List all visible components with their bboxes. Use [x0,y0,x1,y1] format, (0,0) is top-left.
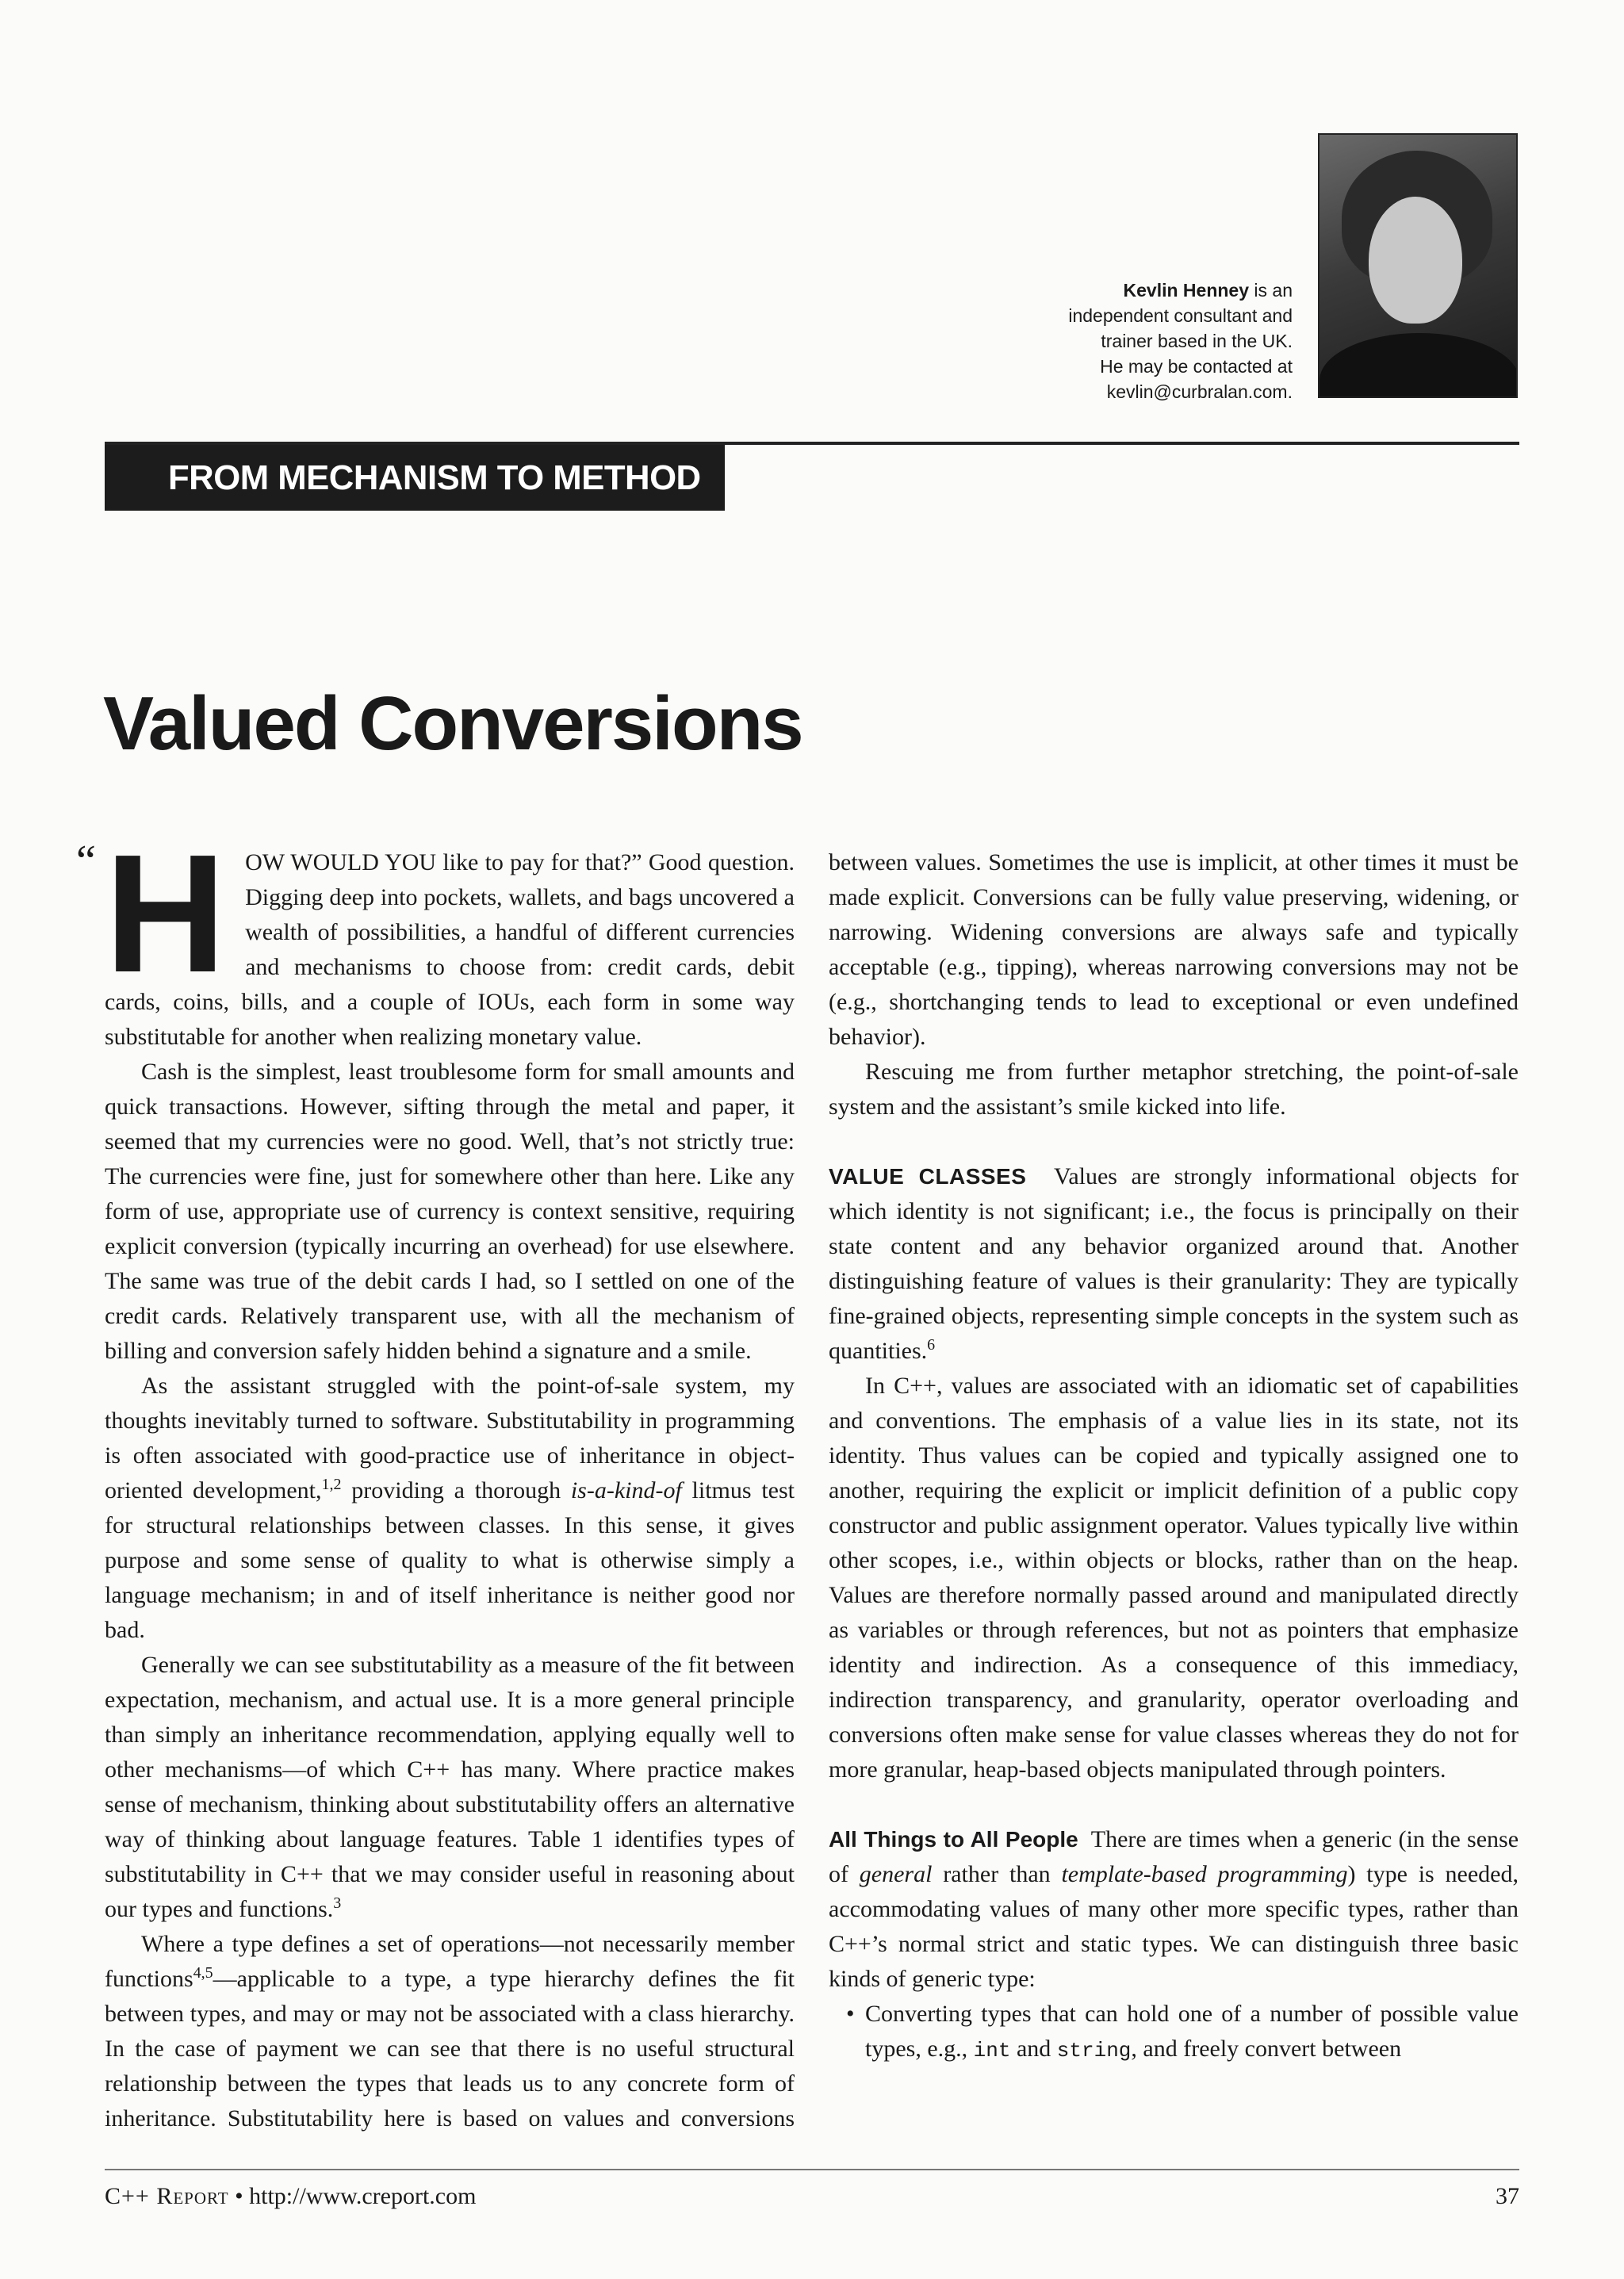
right-column [829,845,1519,2068]
author-bio [959,278,1293,404]
code-token: int [973,2039,1011,2063]
author-email[interactable]: kevlin@curbralan.com. [1106,381,1293,402]
section-value-classes [829,1159,1519,1369]
open-quote: “ [76,837,96,886]
paragraph-continuation [829,845,1519,1055]
section-heading: VALUE CLASSES [829,1164,1027,1189]
bio-line: is an [1254,280,1293,301]
paragraph-text: Values are strongly informational objects for which identity is not significant; i.e., the focus is principally on their state content and any behavior organized around that. Another distinguishing feature of values is their granularity: They are typically fine-grained objects, representing simple concepts in the system such as quantities. [829,1163,1519,1364]
footnote-ref: 6 [927,1336,936,1354]
paragraph-text: ) type is needed, accommodating values of many other more specific types, rather than C++’s normal strict and static types. We can distinguish three basic kinds of generic type: [829,1861,1519,1992]
footer-url[interactable]: http://www.creport.com [249,2183,477,2209]
emphasis: is-a-kind-of [570,1477,682,1503]
bio-line: He may be contacted at [1100,356,1293,377]
paragraph-text: rather than [932,1861,1062,1887]
paragraph [105,1648,795,1927]
author-name: Kevlin Henney [1123,280,1250,301]
footer-brand: C++ Report [105,2183,229,2209]
emphasis: general [859,1861,933,1887]
footer-left [105,2179,476,2214]
code-token: string [1056,2039,1132,2063]
footnote-ref: 4,5 [193,1964,213,1982]
footnote-ref: 1,2 [321,1476,342,1493]
paragraph-text: OW WOULD YOU like to pay for that?” Good question. Digging deep into pockets, wallets, and bags uncovered a wealth of possibilities, a handful of different currencies and mechanisms to choose from: credit cards, debit cards, coins, bills, and a couple of IOUs, each form in some way substitutable for another when realizing monetary value. [105,849,795,1050]
paragraph-text: There are times when a generic (in the sense of [829,1826,1519,1887]
bio-line: independent consultant and [1068,305,1293,326]
photo-shoulders [1320,333,1518,398]
footnote-ref: 3 [333,1894,342,1912]
paragraph: between values. Sometimes the use is implicit, at other times it must be made explicit. Conversions can be fully value preserving, widening, or narrowing. Widening conversions are always safe and typically acceptable (e.g., tipping), whereas narrowing conversions may not be (e.g., shortchanging tends to lead to exceptional or even undefined behavior). [829,849,1519,1050]
paragraph-text: As the assistant struggled with the point-of-sale system, my thoughts inevitably turned to software. Substitutability in programming is often associated with good-practice use of inheritance in object-oriented development, [105,1373,795,1503]
paragraph-text: Generally we can see substitutability as a measure of the fit between expectation, mechanism, and actual use. It is a more general principle than simply an inheritance recommendation, applying equally well to other mechanisms—of which C++ has many. Where practice makes sense of mechanism, thinking about substitutability offers an alternative way of thinking about language features. Table 1 identifies types of substitutability in C++ that we may consider useful in reasoning about our types and functions. [105,1652,795,1922]
article-title: Valued Conversions [103,681,802,766]
author-photo [1318,133,1518,398]
bullet-item [865,1997,1519,2068]
paragraph: Rescuing me from further metaphor stretching, the point-of-sale system and the assistant’s smile kicked into life. [829,1059,1519,1120]
paragraph-text: —applicable to a type, a type hierarchy defines the fit between types, and may or may not be associated with a class hierarchy. In the case of payment we can see that there is no useful structural relationship between the types that leads us to any concrete form of inheritance. Substitutability here is based on values and conversions [105,1966,795,2132]
page-number: 37 [1496,2183,1519,2209]
column-banner: FROM MECHANISM TO METHOD [105,445,725,511]
footer-rule [105,2169,1519,2170]
bullet-list [829,1997,1519,2068]
paragraph-text: providing a thorough [341,1477,571,1503]
footer-separator: • [235,2183,243,2209]
section-all-things [829,1822,1519,1997]
bullet-text: Converting types that can hold one of a number of possible value types, e.g., [865,2001,1519,2062]
bio-line: trainer based in the UK. [1101,331,1293,351]
paragraph-text: litmus test for structural relationships between classes. In this sense, it gives purpose and some sense of quality to what is otherwise simply a language mechanism; in and of itself inheritance is neither good nor bad. [105,1477,795,1643]
paragraph: Cash is the simplest, least troublesome form for small amounts and quick transactions. However, sifting through the metal and paper, it seemed that my currencies were no good. Well, that’s not strictly true: The currencies were fine, just for somewhere other than here. Like any form of use, appropriate use of currency is context sensitive, requiring explicit conversion (typically incurring an overhead) for use elsewhere. The same was true of the debit cards I had, so I settled on one of the credit cards. Relatively transparent use, with all the mechanism of billing and conversion safely hidden behind a signature and a smile. [105,1059,795,1364]
section-heading: All Things to All People [829,1827,1078,1852]
paragraph-text: Where a type defines a set of operations—not necessarily member functions [105,1931,795,1992]
drop-cap: H [105,819,227,1007]
emphasis: template-based programming [1061,1861,1348,1887]
paragraph: In C++, values are associated with an idiomatic set of capabilities and conventions. The emphasis of a value lies in its state, not its identity. Thus values can be copied and typically assigned one to another, requiring the explicit or implicit definition of a public copy constructor and public assignment operator. Values typically live within other scopes, i.e., within objects or blocks, rather than on the heap. Values are therefore normally passed around and manipulated directly as variables or through references, but not as pointers that emphasize identity and indirection. As a consequence of this immediacy, indirection transparency, and granularity, operator overloading and conversions often make sense for value classes whereas they do not for more granular, heap-based objects manipulated through pointers. [829,1373,1519,1783]
paragraph [105,1927,795,2136]
bullet-text: and [1010,2036,1057,2062]
photo-face [1369,197,1462,324]
bullet-text: , and freely convert between [1131,2036,1402,2062]
paragraph [76,819,795,1055]
left-column [76,819,795,2136]
paragraph [105,1369,795,1648]
